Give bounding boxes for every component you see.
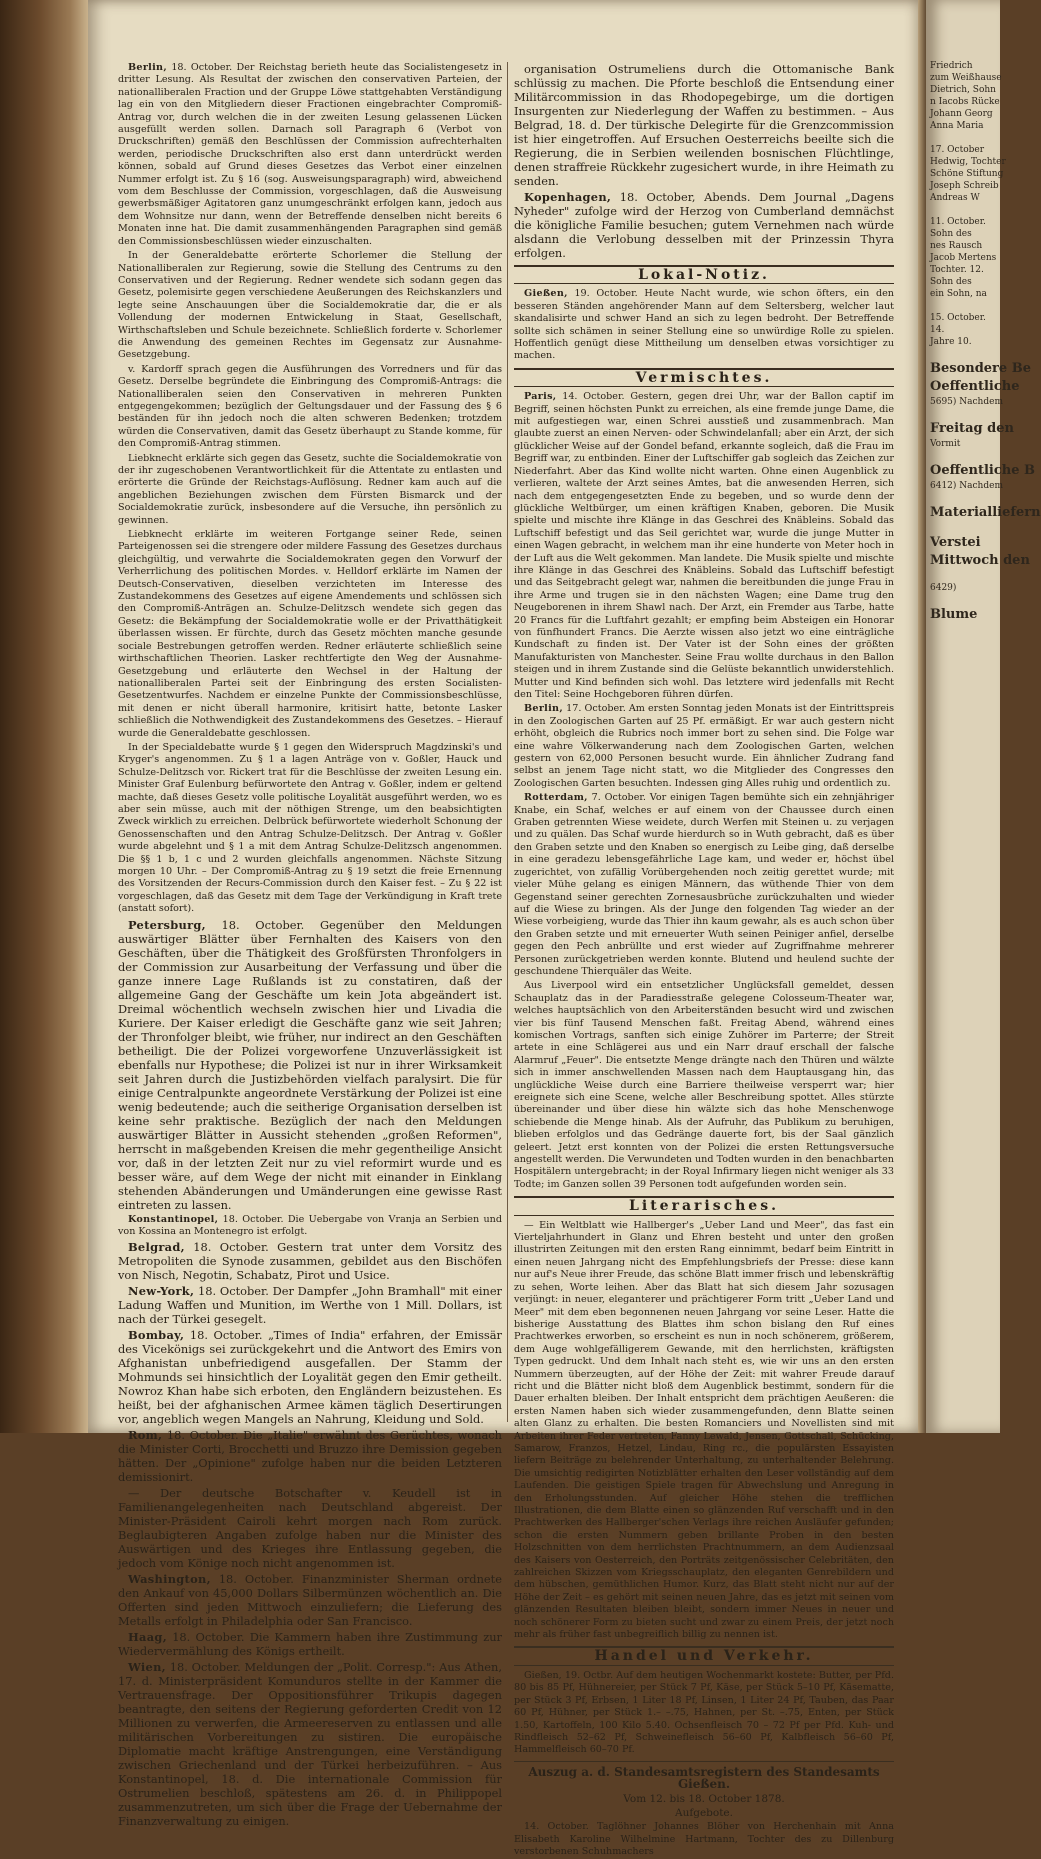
handel-text: Gießen, 19. Octbr. Auf dem heutigen Wochenmarkt kostete: Butter, per Pfd. 80 bis 85 Pf, Hühnereier, per Stück 7 Pf, Käse, per Stück 5–10 Pf, Käsematte, per Stück 3 Pf, Erbsen, 1 Liter 18 Pf, Linsen, 1 Liter 24 Pf, Tauben, das Paar 60 Pf, Hühner, per Stück 1.– –.75, Hahnen, per St. –.75, Enten, per Stück 1.50, Kartoffeln, 100 Kilo 5.40. Ochsenfleisch 70 – 72 Pf per Pfd. Kuh- und Rindfleisch 52–62 Pf, Schweinefleisch 56–60 Pf, Kalbfleisch 56–60 Pf, Hammelfleisch 60–70 Pf. (514, 1669, 894, 1756)
article-text: In der Generaldebatte erörterte Schorlemer die Stellung der Nationalliberalen zur Regierung, sowie die Stellung des Centrums zu den Conservativen und der Regierung. Redner wendete sich sodann gegen das Gesetz, polemisirte gegen verschiedene Aeußerungen des Reichskanzlers und legte seine Anschauungen über die Socialdemokratie dar, die er als Vollendung der modernen Entwickelung in Staat, Gesellschaft, Wirthschaftsleben und Schule bezeichnete. Schließlich forderte v. Schorlemer die Anwendung des gemeinen Rechtes im Gegensatz zur Ausnahme-Gesetzgebung. (118, 250, 502, 361)
next-page-fragment: Sohn des (930, 277, 972, 287)
article-paragraph (118, 1284, 502, 1326)
standesamt-text: 14. October. Taglöhner Johannes Blöher von Herchenhain mit Anna Elisabeth Karoline Wilhelmine Hartmann, Tochter des zu Dillenburg verstorbenen Schuhmachers (514, 1821, 894, 1858)
next-page-fragment (930, 300, 1000, 312)
article-dateline: Bombay, (128, 1328, 185, 1343)
article-text: 18. October. Die Kammern haben ihre Zustimmung zur Wiedervermählung des Königs ertheilt. (118, 1630, 503, 1659)
next-page-fragment: Friedrich (930, 61, 973, 71)
article-dateline: Washington, (128, 1572, 211, 1587)
article-text: 19. October. Heute Nacht wurde, wie schon öfters, ein den besseren Ständen angehörender Mann auf dem Seltersberg, welcher laut skandalisirte und schwer Hand an sich zu legen bedroht. Der Betreffende sollte sich schämen in seiner Stellung eine so unwürdige Rolle zu spielen. Hoffentlich genügt diese Mittheilung um denselben etwas vorsichtiger zu machen. (514, 288, 894, 362)
article-text: 18. October. Der Reichstag berieth heute das Socialistengesetz in dritter Lesung. Als Resultat der zwischen den conservativen Parteien, der nationalliberalen Fraction und der Gruppe Löwe stattgehabten Verständigung lag ein von den Mitgliedern dieser Fractionen eingebrachter Compromiß-Antrag vor, durch welchen die in der zweiten Lesung gelassenen Lücken ausgefüllt werden sollen. Darnach soll Paragraph 6 (Verbot von Druckschriften) gemäß den Beschlüssen der Commission aufrechterhalten werden, periodische Druckschriften also erst dann unterdrückt werden können, sobald auf Grund dieses Gesetzes das Verbot einer einzelnen Nummer erfolgt ist. Zu § 16 (sog. Ausweisungsparagraph) wird, abweichend vom dem Beschlusse der Commission, vorgeschlagen, daß die Ausweisung gewerbsmäßiger Agitatoren ganz unumgeschränkt erfolgen kann, jedoch aus dem Wohnsitze nur dann, wenn der Betreffende denselben nicht bereits 6 Monaten inne hat. Die damit zusammenhängenden Paragraphen sind gemäß den Commissionsbeschlüssen wieder einzuschalten. (118, 62, 502, 247)
next-page-fragment: Schöne Stiftung (930, 169, 1004, 179)
next-page-fragment: Besondere Be (930, 361, 1031, 376)
article-paragraph (514, 391, 894, 701)
next-page-fragment: Mittwoch den (930, 553, 1030, 568)
article-dateline: Berlin, (128, 62, 167, 73)
article-dateline: Paris, (524, 391, 557, 403)
article-text: 17. October. Am ersten Sonntag jeden Monats ist der Eintrittspreis in den Zoologischen Garten auf 25 Pf. ermäßigt. Er war auch gestern nicht erhöht, obgleich die Rubrics noch immer bort zu sehen sind. Die Folge war eine wahre Völkerwanderung nach dem Zoologischen Garten, welchen gestern von 62,000 Personen besucht wurde. Ein ähnlicher Zudrang fand selbst an jenem Tage nicht statt, wo die Mitglieder des Congresses den Zoologischen Garten besuchten. Indessen ging Alles ruhig und ordentlich zu. (514, 703, 894, 789)
article-text: 18. October. Gegenüber den Meldungen auswärtiger Blätter über Fernhalten des Kaisers von den Geschäften, über die Thätigkeit des Großfürsten Thronfolgers in der Commission zur Ausarbeitung der Verfassung und über die ganze innere Lage Rußlands ist zu constatiren, daß der allgemeine Gang der Geschäfte um kein Jota abgeändert ist. Dreimal wöchentlich wechseln zwischen hier und Livadia die Kuriere. Der Kaiser erledigt die Geschäfte ganz wie seit Jahren; der Thronfolger bleibt, wie früher, nur indirect an den Geschäften betheiligt. Die der Polizei vorgeworfene Unzuverlässigkeit ist ebenfalls nur Hypothese; die Polizei ist nur in ihrer Wirksamkeit seit Jahren durch die Justizbehörden vielfach paralysirt. Die für einige Centralpunkte angeordnete Verstärkung der Polizei ist eine wenig bedeutende; auch die seitherige Organisation derselben ist keine sehr praktische. Bezüglich der nach den Meldungen auswärtiger Blätter in Aussicht stehenden „großen Reformen", herrscht in maßgebenden Kreisen die mehr gegentheilige Ansicht vor, daß in der letzten Zeit nur zu viel reformirt wurde und es besser wäre, auf dem Wege der nicht mit einander in Einklang stehenden Abänderungen und Umänderungen eine gewisse Rast eintreten zu lassen. (118, 917, 502, 1212)
next-page-fragment: 5695) Nachdem (930, 397, 1003, 407)
next-page-fragment: Joseph Schreib (930, 181, 999, 191)
next-page-fragment: n Iacobs Rücke (930, 97, 1000, 107)
article-paragraph (514, 1220, 894, 1642)
next-page-fragment: 6412) Nachdem (930, 481, 1003, 491)
article-text: 18. October. Meldungen der „Polit. Corresp.": Aus Athen, 17. d. Ministerpräsident Komunduros stellte in der Kammer die Vertrauensfrage. Der Oppositionsführer Trikupis dagegen beantragte, den seitens der Regierung geforderten Credit von 12 Millionen zu verwerfen, die Armeereserven zu entlassen und alle militärischen Vorbereitungen zu sistiren. Die europäische Diplomatie macht kräftige Anstrengungen, eine Verständigung zwischen Griechenland und der Türkei herbeizuführen. – Aus Konstantinopel, 18. d. Die internationale Commission für Ostrumelien beschloß, spätestens am 26. d. in Philippopel zusammenzutreten, um sich über die Frage der Uebernahme der Finanzverwaltung zu einigen. (118, 1660, 502, 1829)
article-paragraph (118, 1660, 502, 1828)
right-column (514, 62, 895, 1858)
article-dateline: Haag, (128, 1630, 167, 1645)
next-page-fragment: Blume (930, 607, 978, 622)
column-divider (507, 62, 508, 1422)
article-paragraph (514, 703, 894, 790)
next-page-fragment: Anna Maria (930, 121, 984, 131)
article-paragraph (514, 190, 894, 260)
next-page-fragment: Freitag den (930, 421, 1014, 436)
article-dateline: Konstantinopel, (128, 1213, 219, 1225)
article-paragraph (514, 288, 894, 362)
next-page-fragment (930, 450, 1000, 462)
next-page-fragment (930, 570, 1000, 582)
next-page-fragment: Verstei (930, 535, 981, 550)
next-page-fragment: Oeffentliche B (930, 463, 1036, 478)
article-dateline: Kopenhagen, (524, 190, 612, 204)
article-text: 18. October, Abends. Dem Journal „Dagens Nyheder" zufolge wird der Herzog von Cumberland demnächst die königliche Familie besuchen; gutem Vernehmen nach würde alsdann die Verlobung desselben mit der Prinzessin Thyra erfolgen. (514, 190, 895, 260)
next-page-fragment: Jahre 10. (930, 337, 972, 347)
article-paragraph (118, 1240, 502, 1282)
aufgebote-heading: Aufgebote. (675, 1806, 733, 1819)
article-paragraph (118, 529, 502, 740)
standesamt-subline: Vom 12. bis 18. October 1878. (623, 1792, 785, 1805)
standesamt-heading: Auszug a. d. Standesamtsregistern des Standesamts Gießen. (528, 1764, 880, 1792)
next-page-fragment (930, 204, 1000, 216)
article-dateline: New-York, (128, 1284, 195, 1299)
next-page-fragment: Oeffentliche (930, 379, 1020, 394)
article-paragraph (118, 364, 502, 451)
literarisches-heading: Literarisches. (514, 1196, 894, 1215)
next-page-fragment (930, 594, 1000, 606)
next-page-fragment: ein Sohn, na (930, 289, 987, 299)
article-text: — Der deutsche Botschafter v. Keudell ist in Familienangelegenheiten nach Deutschland abgereist. Der Minister-Präsident Cairoli kehrt morgen nach Rom zurück. Beglaubigteren Angaben zufolge haben nur die Minister des Auswärtigen und des Krieges ihre Entlassung gegeben, die jedoch vom Könige noch nicht angenommen ist. (118, 1486, 502, 1571)
handel-heading: Handel und Verkehr. (514, 1646, 894, 1665)
article-text: 18. October. Gestern trat unter dem Vorsitz des Metropoliten die Synode zusammen, gebildet aus den Bischöfen von Nisch, Negotin, Schabatz, Pirot und Usice. (118, 1240, 502, 1283)
article-paragraph (514, 792, 894, 978)
next-page-fragment: Jacob Mertens (930, 253, 997, 263)
article-text: — Ein Weltblatt wie Hallberger's „Ueber Land und Meer", das fast ein Vierteljahrhundert in Glanz und Ehren besteht und unter den großen illustrirten Zeitungen mit den ersten Rang einnimmt, bedarf beim Eintritt in einen neuen Jahrgang nicht des Empfehlungsbriefs der Presse: diese kann nur auf's Neue ihrer Freude, das schöne Blatt immer frisch und lebenskräftig zu sehen, Worte leihen. Aber das Blatt hat sich diesem Jahr sozusagen verjüngt: in neuer, eleganterer und prächtigerer Form tritt „Ueber Land und Meer" mit dem eben begonnenen neuen Jahrgang vor seine Leser. Hatte die bisherige Ausstattung des Blattes ihm schon bislang den Ruf eines Prachtwerkes erworben, so erscheint es nun in noch schönerem, größerem, dem Auge wohlgefälligerem Gewande, mit den herrlichsten, kräftigsten Typen gedruckt. Und dem Inhalt nach steht es, wie wir uns an den ersten Nummern überzeugten, auf der Höhe der Zeit: mit wahrer Freude darauf richt und die Blätter nicht bloß dem Augenblick bestimmt, sondern für die Dauer erhalten bleiben. Der Inhalt entspricht dem prächtigen Aeußeren: die ersten Namen haben sich wieder zusammengefunden, denn Blatte seinen alten Glanz zu erhalten. Die besten Romanciers und Novellisten sind mit Arbeiten ihrer Feder vertreten, Fanny Lewald, Jensen, Gottschall, Schücking, Samarow, Franzos, Hetzel, Lindau, Ring rc., die populärsten Essayisten liefern Beiträge zu belehrender Unterhaltung, zu unterhaltender Belehrung. Die umsichtig redigirten Notizblätter erhalten den Leser vollständig auf dem Laufenden. Die geistigen Spiele tragen für Abwechslung und Anregung in den Erholungsstunden. Auf gleicher Höhe stehen die trefflichen Illustrationen, die dem Blatte einen so glänzenden Ruf verschafft und in den Prachtwerken des Hallberger'schen Verlags ihre reichen Ausläufer gefunden; schon die ersten Nummern geben brillante Proben in den besten Holzschnitten von dem herrlichsten Prachtnummern, an dem Audienzsaal des Kaisers von Oesterreich, den Porträts zeitgenössischer Celebritäten, den zahlreichen Skizzen vom Kriegsschauplatz, den eleganten Genrebildern und dem hübschen, gemüthlichen Humor. Kurz, das Blatt steht nicht nur auf der Höhe der Zeit – es gehört mit seinen neuen Jahre, das es jetzt mit seinen vom glänzenden Resultaten bleiben bleibt, sondern immer Neues in neuer und noch schönerer Form zu bieten sucht und zwar zu einem Preis, der jetzt noch mehr als früher fast unbegreiflich billig zu nennen ist. (514, 1219, 894, 1641)
article-paragraph (118, 62, 502, 248)
article-paragraph (514, 62, 894, 188)
next-page-edge (926, 0, 1041, 1433)
article-text: 18. October. Die Uebergabe von Vranja an Serbien und von Kossina an Montenegro ist erfolgt. (118, 1213, 502, 1238)
article-text: v. Kardorff sprach gegen die Ausführungen des Vorredners und für das Gesetz. Derselbe begründete die Einbringung des Compromiß-Antrags: die Nationalliberalen seien den Conservativen in mehreren Punkten entgegengekommen; bezüglich der Geltungsdauer und der Fassung des § 6 beständen für ihn jedoch noch die alten schweren Bedenken; trotzdem würden die Conservativen, damit das Gesetz überhaupt zu Stande komme, für den Compromiß-Antrag stimmen. (118, 363, 502, 450)
next-page-fragment (930, 492, 1000, 504)
next-page-fragment: 6429) (930, 583, 957, 593)
next-page-fragment: Sohn des (930, 229, 972, 239)
next-page-fragment: Hedwig, Tochter (930, 157, 1006, 167)
article-text: Liebknecht erklärte sich gegen das Gesetz, suchte die Socialdemokratie von der ihr zugeschobenen Verantwortlichkeit für die Attentate zu entlasten und erörterte die Gründe der Reichstags-Auflösung. Redner kam auch auf die angeblichen Beziehungen zwischen dem Fürsten Bismarck und der Socialdemokratie zurück, insbesondere auf die Versuche, ihn persönlich zu gewinnen. (118, 452, 502, 526)
next-page-fragment: 11. October. (930, 217, 986, 227)
article-dateline: Petersburg, (128, 917, 206, 932)
article-text: 18. October. Der Dampfer „John Bramhall" mit einer Ladung Waffen und Munition, im Werthe von 1 Mill. Dollars, ist nach der Türkei gesegelt. (118, 1284, 503, 1327)
article-paragraph (118, 1630, 502, 1658)
article-dateline: Rotterdam, (524, 792, 588, 804)
article-paragraph (118, 1328, 502, 1426)
left-column (118, 62, 503, 1829)
article-text: In der Specialdebatte wurde § 1 gegen den Widerspruch Magdzinski's und Kryger's angenommen. Zu § 1 a lagen Anträge von v. Goßler, Hauck und Schulze-Delitzsch vor. Rickert trat für die Beschlüsse der zweiten Lesung ein. Minister Graf Eulenburg befürwortete den Antrag v. Goßler, indem er geltend machte, daß dieses Gesetz volle politische Loyalität ausgeführt werden, wo es aber sein müsse, auch mit der nöthigen Strenge, um den beabsichtigten Zweck wirklich zu erreichen. Delbrück befürwortete wiederholt Schonung der Genossenschaften und den Antrag Schulze-Delitzsch. Der Antrag v. Goßler wurde abgelehnt und § 1 a mit dem Antrag Schulze-Delitzsch angenommen. Die §§ 1 b, 1 c und 2 wurden gleichfalls angenommen. Nächste Sitzung morgen 10 Uhr. – Der Compromiß-Antrag zu § 19 setzt die freie Ernennung des Vorsitzenden der Recurs-Commission durch den Kaiser fest. – Zu § 22 ist vorgeschlagen, daß das Gesetz mit dem Tage der Verkündigung in Kraft trete (anstatt sofort). (118, 741, 502, 915)
article-paragraph (514, 980, 894, 1191)
article-dateline: Berlin, (524, 703, 563, 715)
next-page-fragment: 17. October (930, 145, 985, 155)
next-page-fragment: Tochter. 12. (930, 265, 984, 275)
next-page-fragment (930, 132, 1000, 144)
next-page-fragment (930, 522, 1000, 534)
next-page-fragment: 15. October. (930, 313, 986, 323)
article-paragraph (118, 1486, 502, 1570)
next-page-fragment: Johann Georg (930, 109, 993, 119)
article-text: Aus Liverpool wird ein entsetzlicher Unglücksfall gemeldet, dessen Schauplatz das in der Paradiesstraße gelegene Colosseum-Theater war, welches hauptsächlich von den Arbeiterständen besucht wird und zwischen vier bis fünf Tausend Menschen faßt. Freitag Abend, während eines komischen Vortrags, sanften sich einige Zuhörer im Parterre; der Streit artete in eine Schlägerei aus und ein Narr drauf erschall der falsche Alarmruf „Feuer". Die entsetzte Menge drängte nach den Thüren und wälzte sich in immer anschwellenden Massen nach dem Hauptausgang hin, das unglückliche Weise durch eine Barriere theilweise versperrt war; hier ereignete sich eine Scene, welche aller Beschreibung spottet. Alles stürzte übereinander und über diese hin wälzte sich das hohe Menschenwoge schiebende die Menge hinab. Als der Aufruhr, das Publikum zu beruhigen, blieben erfolglos und das Gedränge dauerte fort, bis der Saal gänzlich geleert. Jetzt erst konnten von der Polizei die ersten Rettungsversuche angestellt werden. Die Verwundeten und Todten wurden in den benachbarten Hospitälern untergebracht; in der Royal Infirmary liegen nicht weniger als 33 Todte; im Ganzen sollen 39 Personen todt aufgefunden worden sein. (514, 980, 894, 1190)
article-paragraph (118, 250, 502, 362)
vermischtes-heading: Vermischtes. (514, 368, 894, 387)
next-page-fragment: Materialliefern (930, 505, 1041, 520)
article-text: 7. October. Vor einigen Tagen bemühte sich ein zehnjähriger Knabe, ein Schaf, welches er auf einem von der Chaussee durch einen Graben getrennten Wiese weidete, durch Werfen mit Steinen u. zu verjagen und zu quälen. Das Schaf wurde hierdurch so in Wuth gebracht, daß es über den Graben setzte und den Knaben so energisch zu Leibe ging, daß derselbe in eine geradezu lebensgefährliche Lage kam, und weder er, höchst übel zugerichtet, von zufällig Vorübergehenden noch zeitig gerettet wurde; mit vieler Mühe gelang es einigen Männern, das wüthende Thier von dem Gegenstand seiner gerechten Zornesausbrüche zurückzuhalten und wieder auf die Wiese zu bringen. Als der Junge den folgenden Tag wieder an der Wiese vorbeigieng, wurde das Thier ihn kaum gewahr, als es auch schon über den Graben setzte und mit erneuerter Wuth seinen Peiniger anfiel, derselbe gegen den Pech anbrüllte und erst wieder auf Zugriffnahme mehrerer Personen zurückgetrieben werden konnte. Blutend und heulend suchte der geschundene Thierquäler das Weite. (514, 792, 894, 977)
next-page-fragment: zum Weißhause (930, 73, 1002, 83)
article-dateline: Gießen, (524, 288, 568, 300)
article-dateline: Belgrad, (128, 1240, 185, 1255)
article-paragraph (118, 742, 502, 916)
article-paragraph (118, 1214, 502, 1239)
next-page-fragment: Andreas W (930, 193, 980, 203)
article-text: Liebknecht erklärte im weiteren Fortgange seiner Rede, seinen Parteigenossen sei die strengere oder mildere Fassung des Gesetzes durchaus gleichgültig, und verwahrte die Socialdemokraten gegen den Vorwurf der Verherrlichung des politischen Mordes. v. Helldorf erklärte im Namen der Deutsch-Conservativen, dieselben verzichteten im Interesse des Zustandekommens des Gesetzes auf eigene Amendements und schlössen sich den Compromiß-Anträgen an. Schulze-Delitzsch wendete sich gegen das Gesetz: die Bekämpfung der Socialdemokratie wolle er der Privatthätigkeit überlassen wissen. Er fürchte, durch das Gesetz möchten manche gesunde sociale Bestrebungen getroffen werden. Redner erläuterte schließlich seine wirthschaftlichen Theorien. Lasker rechtfertigte den Weg der Ausnahme-Gesetzgebung und erläuterte den Wechsel in der Haltung der nationalliberalen Partei seit der Einbringung des ersten Socialisten-Gesetzentwurfes. Nachdem er einzelne Punkte der Commissionsbeschlüsse, mit denen er nicht überall harmonire, kritisirt hatte, betonte Lasker schließlich die Nothwendigkeit des Zustandekommens des Gesetzes. – Hierauf wurde die Generaldebatte geschlossen. (118, 529, 502, 739)
article-text: 14. October. Gestern, gegen drei Uhr, war der Ballon captif im Begriff, seinen höchsten Punkt zu erreichen, als eine fremde junge Dame, die mit aufgestiegen war, einen Schrei ausstieß und zusammenbrach. Man glaubte zuerst an einen Nerven- oder Schwindelanfall; aber ein Arzt, der sich glücklicher Weise auf der Gondel befand, erkannte sogleich, daß die Frau im Begriff war, zu entbinden. Einer der Luftschiffer gab sogleich das Zeichen zur Niederfahrt. Aber das Kind wollte nicht warten. Ohne einen Augenblick zu verlieren, waltete der Arzt seines Amtes, bat die anwesenden Herren, sich nach dem entgegengesetzten Ende zu begeben, und so wurde denn der glückliche Weltbürger, um einen kräftigen Knaben, geboren. Die Musik spielte und mischte ihre Klänge in das Geschrei des Knäbleins. Sobald das Luftschiff befestigt und das Seil gerichtet war, wurde die junge Mutter in einen Wagen gebracht, in welchem man ihr eine hunderte von Meter hoch in der Luft aus die Welt gekommen. Man landete. Die Musik spielte und mischte ihre Klänge in das Geschrei des Knäbleins. Sobald das Luftschiff befestigt und das Seitgebracht gelegt war, nahmen die bereitbunden die junge Frau in ihre Arme und trugen sie in den nächsten Wagen; eine Dame trug den Neugeborenen in ihrem Shawl nach. Der Arzt, ein Fremder aus Tarbe, hatte 20 Francs für die Luftfahrt gezahlt; er empfing beim Absteigen ein Honorar von fünfhundert Francs. Die Aerzte wissen also jetzt wo eine einträgliche Kundschaft zu finden ist. Der Vater ist der Sohn eines der größten Manufakturisten von Manchester. Seine Frau wollte durchaus in den Ballon steigen und in ihrem Zustande sind die Gelüste bekanntlich unwiderstehlich. Mutter und Kind befinden sich wohl. Das letztere wird jedenfalls mit Recht den Titel: Seine Hochgeboren führen dürfen. (514, 391, 894, 700)
article-paragraph (118, 1428, 502, 1484)
next-page-fragment: Vormit (930, 439, 961, 449)
next-page-fragment: nes Rausch (930, 241, 983, 251)
next-page-fragment: 14. (930, 325, 945, 335)
article-paragraph (118, 1572, 502, 1628)
article-text: 18. October. Finanzminister Sherman ordnete den Ankauf von 45,000 Dollars Silbermünzen wöchentlich an. Die Offerten sind jeden Mittwoch einzuliefern; die Lieferung des Metalls erfolgt in Philadelphia oder San Francisco. (118, 1572, 502, 1629)
book-spine (0, 0, 88, 1433)
article-text: organisation Ostrumeliens durch die Ottomanische Bank schlüssig zu machen. Die Pforte beschloß die Entsendung einer Militärcommission in das Rhodopegebirge, um die dortigen Insurgenten zur Niederlegung der Waffen zu bestimmen. – Aus Belgrad, 18. d. Der türkische Delegirte für die Grenzcommission ist hier eingetroffen. Auf Ersuchen Oesterreichs beeilte sich die Regierung, die in Serbien weilenden bosnischen Flüchtlinge, denen straffreie Rückkehr zugesichert wurde, in ihre Heimath zu senden. (514, 62, 894, 188)
next-page-fragment (930, 408, 1000, 420)
next-page-fragments (930, 60, 1041, 624)
article-paragraph (118, 453, 502, 527)
article-dateline: Rom, (128, 1428, 163, 1443)
newspaper-page (88, 0, 920, 1858)
divider (514, 1761, 894, 1762)
article-text: 18. October. Die „Italie" erwähnt des Gerüchtes, wonach die Minister Corti, Brocchetti und Bruzzo ihre Demission gegeben hätten. Der „Opinione" zufolge haben nur die beiden Letzteren demissionirt. (118, 1428, 502, 1485)
next-page-fragment: Dietrich, Sohn (930, 85, 996, 95)
article-paragraph (118, 918, 502, 1212)
next-page-fragment (930, 348, 1000, 360)
article-dateline: Wien, (128, 1660, 166, 1675)
lokal-heading: Lokal-Notiz. (514, 265, 894, 284)
article-text: 18. October. „Times of India" erfahren, der Emissär des Vicekönigs sei zurückgekehrt und die Antwort des Emirs von Afghanistan unbefriedigend ausgefallen. Der Stamm der Mohmunds sei hinsichtlich der Loyalität gegen den Emir getheilt. Nowroz Khan habe sich erboten, den Engländern beizustehen. Es heißt, bei der afghanischen Armee kämen täglich Desertirungen vor, angeblich wegen Mangels an Nahrung, Kleidung und Sold. (118, 1328, 502, 1427)
